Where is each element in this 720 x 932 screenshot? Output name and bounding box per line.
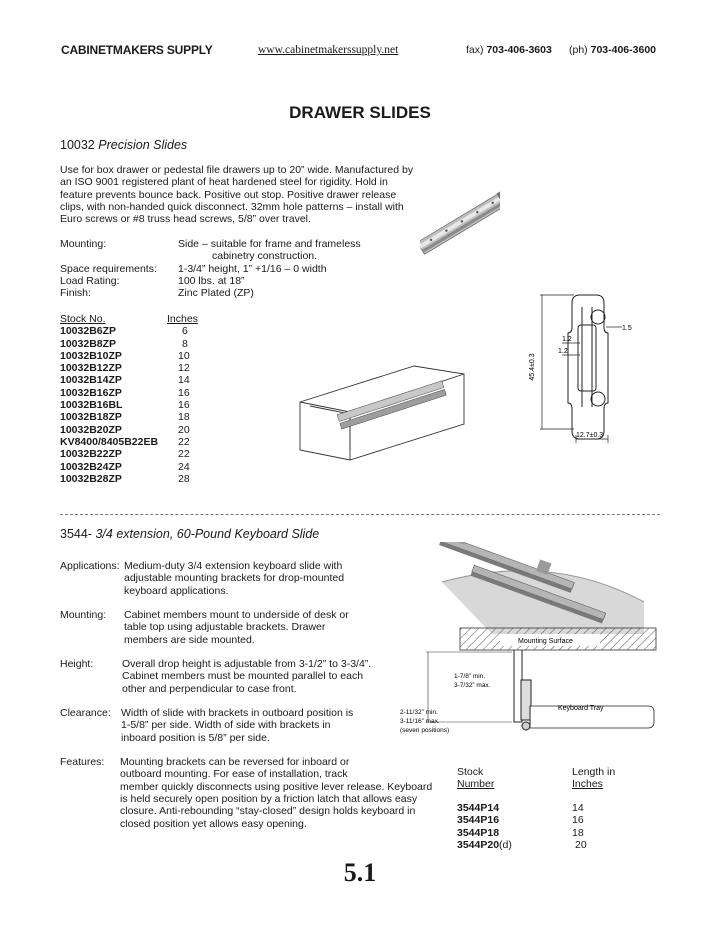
clearance-line-1: Width of slide with brackets in outboard position is — [121, 707, 354, 719]
stock-number: KV8400/8405B22EB — [60, 435, 159, 448]
page-title: DRAWER SLIDES — [289, 103, 431, 122]
stock-number: 10032B18ZP — [60, 411, 122, 424]
spec-finish-label: Finish: — [60, 287, 91, 300]
table-row — [60, 325, 260, 337]
table-row — [60, 350, 260, 362]
stock-number: 10032B10ZP — [60, 349, 122, 362]
stock-length: 22 — [178, 435, 190, 448]
section2-stock-table — [457, 766, 637, 856]
fax-info — [466, 44, 552, 56]
section1-stock-table — [60, 313, 260, 485]
table-row — [60, 424, 260, 436]
section-divider — [60, 514, 660, 515]
spec-mounting-label: Mounting: — [60, 238, 107, 250]
clear-max-label: 3-11/16” max. — [400, 718, 440, 725]
stock-number: 10032B8ZP — [60, 337, 117, 350]
features-line-6: closed position yet allows easy opening. — [120, 817, 307, 830]
clearance-label: Clearance: — [60, 707, 111, 719]
spec-load-label: Load Rating: — [60, 274, 120, 287]
features-line-3: member quickly disconnects using positive lever release. Keyboard — [120, 780, 433, 793]
table-row — [60, 387, 260, 399]
stock-length: 10 — [178, 349, 190, 362]
stock-number: 3544P18 — [457, 826, 500, 839]
positions-label: (seven positions) — [400, 727, 450, 734]
features-line-4: is held securely open position by a friction latch that allows easy — [120, 792, 418, 805]
clearance-line-2: 1-5/8” per side. Width of side with brackets in — [121, 719, 331, 732]
section1-heading — [60, 138, 187, 152]
stock-number: 10032B6ZP — [60, 325, 117, 338]
dim-1-2-b: 1.2 — [558, 348, 568, 355]
spec-mounting-value: Side – suitable for frame and frameless — [178, 238, 361, 250]
keyboard-tray-label: Keyboard Tray — [558, 705, 604, 712]
table-row — [60, 338, 260, 350]
clearance-line-3: inboard position is 5/8” per side. — [121, 731, 270, 744]
phone-number: 703-406-3600 — [590, 44, 656, 56]
features-line-5: closure. Anti-rebounding “stay-closed” design holds keyboard in — [120, 805, 416, 818]
section1-model: 10032 — [60, 138, 95, 152]
stock-length: 18 — [572, 826, 584, 839]
dim-1-2-a: 1.2 — [562, 336, 572, 343]
mounting-surface-label: Mounting Surface — [518, 638, 573, 645]
drop-min-label: 1-7/8” min. — [454, 673, 486, 680]
dim-width: 12.7±0.3 — [576, 432, 604, 439]
section2-heading — [60, 527, 319, 541]
phone-info — [569, 44, 656, 56]
height-line-1: Overall drop height is adjustable from 3-1/2” to 3-3/4”. — [122, 658, 372, 670]
drawer-slide-photo — [420, 168, 500, 283]
spec-space-value: 1-3/4” height, 1” +1/16 – 0 width — [178, 262, 327, 275]
clear-min-label: 2-11/32” min. — [400, 709, 438, 716]
section1-description: Use for box drawer or pedestal file drawers up to 20” wide. Manufactured by an ISO 9001 registered plant of heat hardened steel for rigidity. Hold in feature prevents bounce back. Positive out stop. Positive drawer release clips, with non-handed quick disconnect. 32mm hole patterns – install with Euro screws or #8 truss head screws, 5/8” over travel. — [60, 164, 414, 226]
stock-length: 22 — [178, 448, 190, 461]
table-row — [60, 473, 260, 485]
stock-number: 10032B16BL — [60, 399, 123, 412]
features-line-1: Mounting brackets can be reversed for inboard or — [120, 756, 350, 768]
keyboard-slide-photo — [412, 542, 648, 634]
slide-profile-diagram — [522, 285, 640, 445]
applications-line-1: Medium-duty 3/4 extension keyboard slide with — [124, 560, 343, 572]
stock-number: 10032B22ZP — [60, 448, 122, 461]
spec-load-value: 100 lbs. at 18” — [178, 274, 245, 287]
stock-length: 24 — [178, 460, 190, 473]
stock-number: 10032B16ZP — [60, 386, 122, 399]
table-row — [60, 461, 260, 473]
spec-finish-value: Zinc Plated (ZP) — [178, 287, 254, 300]
section1-name: Precision Slides — [98, 138, 188, 152]
dim-1-5: 1.5 — [622, 325, 632, 332]
spec-space-label: Space requirements: — [60, 262, 157, 275]
stock-number: 3544P14 — [457, 802, 500, 814]
page-number: 5.1 — [343, 858, 377, 887]
mounting-label: Mounting: — [60, 609, 107, 621]
dim-height: 45.4±0.3 — [529, 353, 536, 381]
applications-line-2: adjustable mounting brackets for drop-mounted — [124, 572, 345, 585]
stock-number: 3544P16 — [457, 814, 500, 827]
applications-line-3: keyboard applications. — [124, 584, 229, 597]
drawer-box-illustration — [296, 362, 468, 462]
length-header-l2: Inches — [572, 778, 603, 791]
fax-number: 703-406-3603 — [486, 44, 552, 56]
mounting-line-2: table top using adjustable brackets. Drawer — [124, 621, 326, 634]
stock-length: 6 — [182, 325, 188, 338]
stock-header-row — [60, 313, 260, 325]
section2-model: 3544- — [60, 527, 92, 541]
stock-number: 3544P20 — [457, 838, 500, 851]
section2-name: 3/4 extension, 60-Pound Keyboard Slide — [95, 527, 320, 541]
company-name: CABINETMAKERS SUPPLY — [61, 43, 213, 57]
stock-length: 14 — [178, 374, 190, 387]
inches-header: Inches — [167, 313, 198, 325]
height-label: Height: — [60, 658, 94, 670]
stock-header-l2: Number — [457, 778, 495, 791]
mounting-line-3: members are side mounted. — [124, 633, 255, 646]
stock-length: 12 — [178, 362, 190, 375]
mounting-line-1: Cabinet members mount to underside of desk or — [124, 609, 349, 621]
height-line-2: Cabinet members must be mounted parallel to each — [122, 670, 364, 683]
stock-length: 28 — [178, 472, 190, 485]
stock-number: 10032B24ZP — [60, 460, 122, 473]
drop-max-label: 3-7/32” max. — [454, 682, 491, 689]
website-link[interactable]: www.cabinetmakerssupply.net — [258, 44, 399, 56]
table-row — [60, 436, 260, 448]
stock-number-row-4 — [457, 839, 512, 851]
length-header-l1: Length in — [572, 766, 616, 778]
table-row — [60, 362, 260, 374]
applications-label: Applications: — [60, 560, 120, 572]
stock-no-header: Stock No. — [60, 313, 106, 325]
features-line-2: outboard mounting. For ease of installation, track — [120, 768, 348, 781]
height-line-3: other and perpendicular to case front. — [122, 682, 297, 695]
stock-number: 10032B28ZP — [60, 472, 122, 485]
stock-length: 14 — [572, 802, 584, 814]
fax-label: fax) — [466, 44, 484, 56]
table-row — [60, 448, 260, 460]
table-row — [60, 411, 260, 423]
stock-length: 8 — [182, 337, 188, 350]
stock-length: 18 — [178, 411, 190, 424]
table-row — [60, 399, 260, 411]
stock-number: 10032B12ZP — [60, 362, 122, 375]
stock-length: 16 — [178, 399, 190, 412]
keyboard-slide-mounting-diagram — [396, 626, 658, 754]
table-row — [60, 374, 260, 386]
features-label: Features: — [60, 756, 105, 768]
spec-mounting-value-2: cabinetry construction. — [212, 250, 318, 263]
stock-suffix: (d) — [499, 838, 512, 851]
stock-number: 10032B20ZP — [60, 423, 122, 436]
stock-number: 10032B14ZP — [60, 374, 122, 387]
section1-specs — [60, 238, 420, 302]
stock-length: 16 — [178, 386, 190, 399]
phone-label: (ph) — [569, 44, 588, 56]
stock-header-l1: Stock — [457, 766, 484, 778]
stock-length: 20 — [178, 423, 190, 436]
stock-length: 16 — [572, 814, 584, 827]
stock-length: 20 — [575, 838, 587, 851]
